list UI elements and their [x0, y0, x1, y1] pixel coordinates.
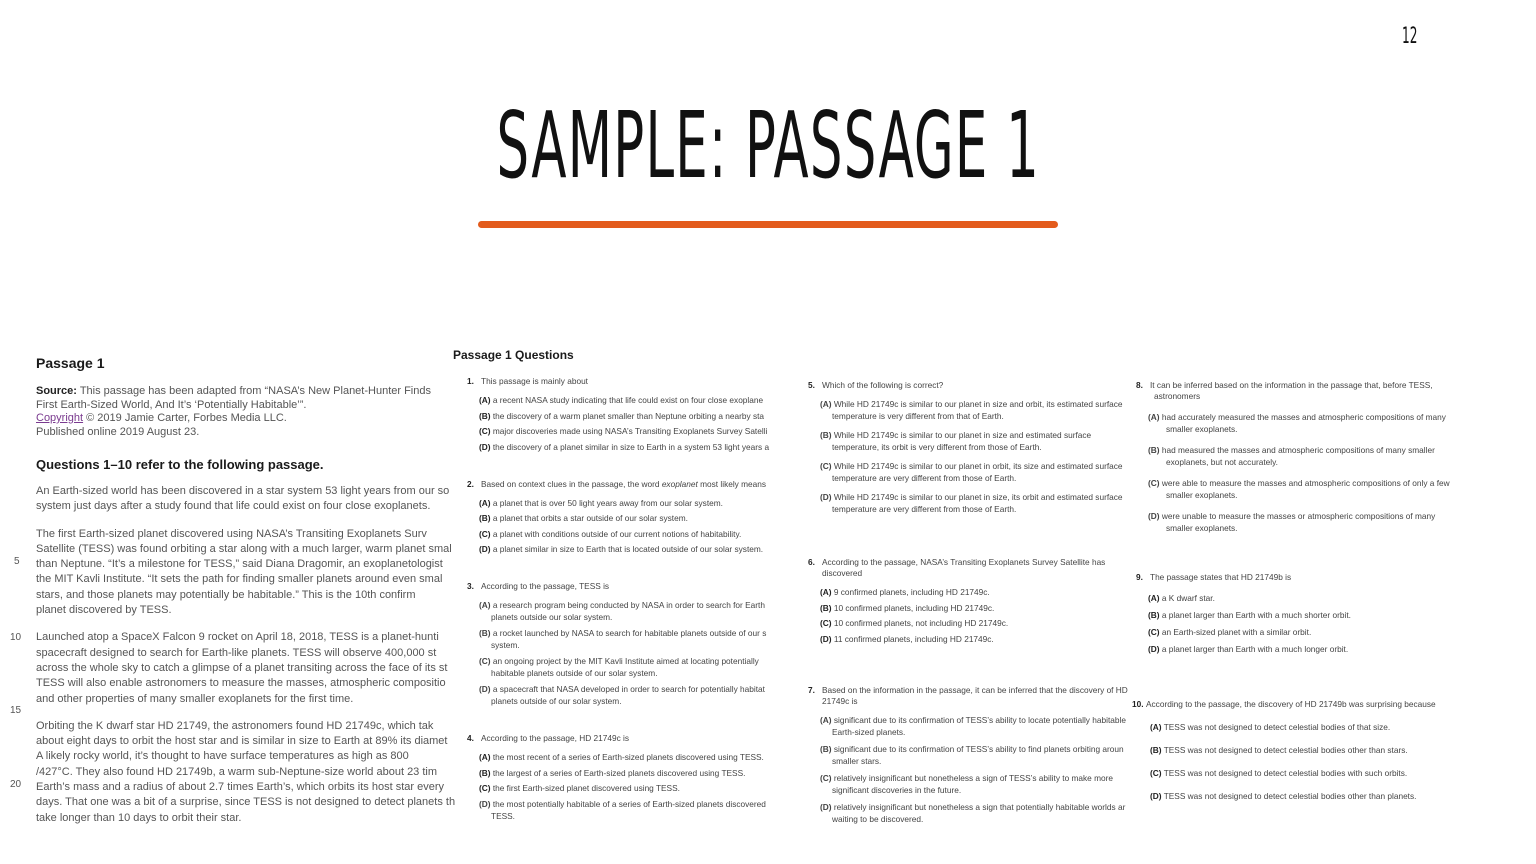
option-letter: (C) [820, 618, 832, 628]
passage-line: across the whole sky to catch a glimpse of a planet transiting across the face of its st [36, 661, 448, 674]
option-text: the discovery of a planet similar in size to Earth in a system 53 light years a [492, 441, 770, 452]
option-text: While HD 21749c is similar to our planet in size, its orbit and estimated surface [833, 492, 1123, 502]
option-text: relatively insignificant but nonetheless a sign that potentially habitable worlds ar [833, 801, 1126, 812]
title-underline [478, 221, 1058, 228]
passage-line: Earth’s mass and a radius of about 2.7 times Earth’s, which orbits its host star every [36, 781, 445, 794]
passage-paragraph [36, 719, 456, 826]
option-letter: (D) [479, 544, 491, 554]
option-text: exoplanets, but not accurately. [1166, 457, 1278, 467]
questions-column-3 [1132, 380, 1516, 830]
line-number: 15 [10, 705, 22, 716]
option-text: TESS was not designed to detect celestial bodies other than planets. [1163, 791, 1417, 801]
copyright-link[interactable]: Copyright [36, 412, 84, 424]
option-text: temperature, its orbit is very different from those of Earth. [832, 442, 1042, 452]
passage-line: take longer than 10 days to orbit their star. [36, 811, 242, 824]
passage-paragraph [36, 630, 448, 706]
passage-line: The first Earth-sized planet discovered using NASA’s Transiting Exoplanets Surv [36, 527, 427, 540]
source-text-2: First Earth-Sized World, And It’s ‘Potentially Habitable’”. [36, 398, 307, 411]
question-number: 8. [1136, 380, 1143, 390]
passage-paragraph [36, 527, 452, 619]
questions-refer-heading: Questions 1–10 refer to the following passage. [36, 457, 324, 472]
option-text: waiting to be discovered. [832, 813, 924, 824]
question-number: 9. [1136, 572, 1143, 582]
option-letter: (B) [479, 628, 491, 638]
source-label: Source: [36, 385, 77, 397]
passage-heading: Passage 1 [36, 355, 105, 371]
line-number: 20 [10, 779, 22, 790]
option-letter: (A) [1148, 412, 1160, 422]
option-text: temperature are very different from those of Earth. [832, 473, 1017, 483]
option-letter: (B) [820, 430, 832, 440]
option-text: a research program being conducted by NASA in order to search for Earth [492, 600, 765, 610]
option-letter: (B) [1150, 745, 1162, 755]
slide-title [0, 92, 1536, 199]
option-letter: (A) [820, 714, 832, 725]
question-stem-emphasis: exoplanet [661, 478, 698, 489]
passage-line: than Neptune. “It’s a milestone for TESS,” said Diana Dragomir, an exoplanetologist [36, 558, 443, 571]
option-text: a K dwarf star. [1161, 593, 1215, 603]
option-letter: (A) [1148, 593, 1160, 603]
option-text: a planet similar in size to Earth that is located outside of our solar system. [492, 544, 764, 554]
passage-line: days. That one was a bit of a surprise, since TESS is not designed to detect planets th [36, 796, 456, 809]
questions-column-2 [808, 380, 1134, 840]
option-text: temperature are very different from those of Earth. [832, 504, 1017, 514]
option-text: 10 confirmed planets, not including HD 21749c. [833, 618, 1009, 628]
option-text: were able to measure the masses and atmospheric compositions of only a few [1161, 478, 1450, 488]
question-number: 4. [467, 733, 474, 743]
option-text: the first Earth-sized planet discovered using TESS. [492, 783, 680, 793]
option-text: smaller exoplanets. [1166, 523, 1238, 533]
option-text: While HD 21749c is similar to our planet in orbit, its size and estimated surface [833, 461, 1123, 471]
option-text: a planet that is over 50 light years away from our solar system. [492, 497, 723, 508]
passage-line: the MIT Kavli Institute. “It sets the path for finding smaller planets around even smal [36, 573, 443, 586]
option-text: TESS was not designed to detect celestial bodies with such orbits. [1163, 768, 1408, 778]
option-text: a rocket launched by NASA to search for habitable planets outside of our s [492, 628, 767, 638]
option-letter: (B) [479, 513, 491, 523]
option-text: a planet with conditions outside of our current notions of habitability. [492, 528, 742, 539]
option-text: the most potentially habitable of a series of Earth-sized planets discovered [492, 798, 766, 809]
question-stem: 21749c is [822, 695, 858, 706]
option-text: habitable planets outside of our solar system. [491, 668, 658, 678]
question-2 [467, 479, 781, 556]
option-letter: (A) [479, 752, 491, 762]
question-1 [467, 376, 781, 453]
option-text: TESS was not designed to detect celestial bodies other than stars. [1163, 745, 1408, 755]
passage-column [36, 355, 456, 845]
question-4 [467, 733, 781, 822]
slide-number: 12 [1402, 24, 1418, 49]
question-stem: discovered [822, 568, 863, 578]
option-letter: (C) [820, 461, 832, 471]
option-text: temperature is very different from that of Earth. [832, 411, 1004, 421]
passage-line: about eight days to orbit the host star and is similar in size to Earth at 89% its diamet [36, 735, 448, 748]
option-letter: (D) [479, 798, 491, 809]
copyright-rest: © 2019 Jamie Carter, Forbes Media LLC. [86, 412, 287, 424]
option-text: had accurately measured the masses and atmospheric compositions of many [1161, 412, 1446, 422]
option-text: an Earth-sized planet with a similar orbit. [1161, 627, 1312, 637]
question-stem: astronomers [1154, 391, 1201, 401]
option-letter: (B) [820, 602, 832, 613]
option-text: 11 confirmed planets, including HD 21749c. [833, 633, 994, 644]
line-number: 5 [14, 556, 20, 567]
question-stem: It can be inferred based on the information in the passage that, before TESS, [1150, 380, 1433, 390]
passage-line: system just days after a study found that life could exist on four close exoplanets. [36, 500, 431, 513]
passage-line: An Earth-sized world has been discovered in a star system 53 light years from our so [36, 485, 450, 497]
question-number: 1. [467, 376, 474, 386]
option-text: smaller exoplanets. [1166, 490, 1238, 500]
passage-body [36, 484, 456, 826]
question-10 [1132, 699, 1516, 802]
option-text: a planet larger than Earth with a much shorter orbit. [1161, 610, 1351, 620]
option-text: major discoveries made using NASA’s Transiting Exoplanets Survey Satelli [492, 426, 768, 436]
question-stem: Based on the information in the passage, it can be inferred that the discovery of HD [822, 684, 1128, 695]
passage-line: A likely rocky world, it’s thought to have surface temperatures as high as 800 [36, 750, 409, 763]
question-number: 2. [467, 478, 474, 489]
question-stem: According to the passage, HD 21749c is [481, 733, 630, 743]
passage-line: spacecraft designed to search for Earth-like planets. TESS will observe 400,000 st [36, 646, 437, 659]
option-letter: (A) [479, 600, 491, 610]
option-text: TESS. [491, 810, 515, 821]
option-text: system. [491, 640, 520, 650]
option-text: While HD 21749c is similar to our planet in size and estimated surface [833, 430, 1092, 440]
question-number: 5. [808, 380, 815, 390]
question-5 [808, 380, 1134, 515]
question-9 [1136, 572, 1516, 655]
option-text: smaller exoplanets. [1166, 424, 1238, 434]
question-stem: According to the passage, TESS is [481, 581, 610, 591]
question-stem: This passage is mainly about [481, 376, 588, 386]
option-letter: (C) [479, 426, 491, 436]
option-letter: (B) [479, 767, 491, 778]
option-text: a spacecraft that NASA developed in order to search for potentially habitat [492, 684, 765, 694]
option-letter: (C) [1150, 768, 1162, 778]
option-text: TESS was not designed to detect celestial bodies of that size. [1163, 722, 1391, 732]
passage-line: Launched atop a SpaceX Falcon 9 rocket on April 18, 2018, TESS is a planet-hunti [36, 631, 439, 644]
slide-title-text: SAMPLE: PASSAGE 1 [496, 92, 1040, 199]
option-text: the discovery of a warm planet smaller than Neptune orbiting a nearby sta [492, 410, 765, 421]
option-letter: (D) [1148, 644, 1160, 654]
option-text: the largest of a series of Earth-sized planets discovered using TESS. [492, 767, 746, 778]
option-text: were unable to measure the masses or atmospheric compositions of many [1161, 511, 1436, 521]
option-letter: (C) [820, 772, 832, 783]
question-3 [467, 581, 781, 707]
option-text: a planet larger than Earth with a much longer orbit. [1161, 644, 1349, 654]
passage-line: /427°C. They also found HD 21749b, a warm sub-Neptune-size world about 23 tim [36, 765, 438, 778]
option-text: relatively insignificant but nonetheless a sign of TESS’s ability to make more [833, 772, 1114, 783]
option-letter: (C) [1148, 627, 1160, 637]
option-letter: (D) [820, 492, 832, 502]
option-letter: (A) [820, 587, 832, 597]
option-letter: (A) [820, 399, 832, 409]
passage-line: planet discovered by TESS. [36, 604, 172, 617]
option-text: planets outside our solar system. [491, 612, 613, 622]
option-letter: (D) [1148, 511, 1160, 521]
option-text: planets outside of our solar system. [491, 696, 622, 706]
question-stem: According to the passage, NASA’s Transiting Exoplanets Survey Satellite has [822, 557, 1106, 567]
option-text: Earth-sized planets. [832, 726, 906, 737]
option-letter: (D) [820, 633, 832, 644]
option-letter: (B) [1148, 445, 1160, 455]
question-number: 10. [1132, 699, 1144, 709]
option-text: significant discoveries in the future. [832, 784, 962, 795]
passage-line: Orbiting the K dwarf star HD 21749, the astronomers found HD 21749c, which tak [36, 719, 434, 732]
option-letter: (B) [820, 743, 832, 754]
question-stem: According to the passage, the discovery of HD 21749b was surprising because [1146, 699, 1436, 709]
option-text: a planet that orbits a star outside of our solar system. [492, 513, 688, 523]
question-stem: Which of the following is correct? [822, 380, 944, 390]
passage-paragraph [36, 484, 450, 515]
option-letter: (C) [479, 656, 491, 666]
passage-source [36, 385, 440, 439]
option-letter: (C) [479, 528, 491, 539]
passage-line: and other properties of many smaller exoplanets for the first time. [36, 692, 354, 705]
option-text: While HD 21749c is similar to our planet in size and orbit, its estimated surface [833, 399, 1123, 409]
option-text: had measured the masses and atmospheric compositions of many smaller [1161, 445, 1435, 455]
option-letter: (D) [820, 801, 832, 812]
option-letter: (C) [1148, 478, 1160, 488]
option-letter: (A) [1150, 722, 1162, 732]
question-number: 6. [808, 557, 815, 567]
question-7 [808, 685, 1134, 825]
passage-line: stars, and those planets may potentially be habitable.” This is the 10th confirm [36, 588, 416, 601]
option-letter: (C) [479, 783, 491, 793]
option-text: significant due to its confirmation of TESS’s ability to find planets orbiting aroun [833, 743, 1124, 754]
option-text: smaller stars. [832, 755, 882, 766]
question-6 [808, 557, 1134, 645]
option-text: a recent NASA study indicating that life could exist on four close exoplane [492, 395, 764, 405]
question-number: 7. [808, 684, 815, 695]
option-text: 10 confirmed planets, including HD 21749c. [833, 602, 995, 613]
option-letter: (B) [479, 410, 491, 421]
question-stem: Based on context clues in the passage, the word [481, 478, 662, 489]
option-text: 9 confirmed planets, including HD 21749c. [833, 587, 990, 597]
question-number: 3. [467, 581, 474, 591]
source-text-1: This passage has been adapted from “NASA’s New Planet-Hunter Finds [79, 385, 431, 397]
passage-questions-heading: Passage 1 Questions [453, 348, 574, 362]
option-letter: (D) [479, 441, 491, 452]
published-date: Published online 2019 August 23. [36, 425, 200, 438]
option-text: an ongoing project by the MIT Kavli Institute aimed at locating potentially [492, 656, 759, 666]
option-letter: (A) [479, 497, 491, 508]
passage-line: TESS will also enable astronomers to measure the masses, atmospheric compositio [36, 677, 446, 690]
option-text: significant due to its confirmation of TESS’s ability to locate potentially habitable [833, 714, 1126, 725]
option-letter: (D) [479, 684, 491, 694]
option-letter: (B) [1148, 610, 1160, 620]
question-stem: The passage states that HD 21749b is [1150, 572, 1292, 582]
line-number: 10 [10, 632, 22, 643]
option-letter: (D) [1150, 791, 1162, 801]
option-letter: (A) [479, 395, 491, 405]
question-stem: most likely means [697, 478, 767, 489]
option-text: the most recent of a series of Earth-sized planets discovered using TESS. [492, 752, 764, 762]
passage-line: Satellite (TESS) was found orbiting a star along with a much larger, warm planet smal [36, 542, 452, 555]
question-8 [1136, 380, 1516, 534]
questions-column-1 [453, 348, 781, 848]
